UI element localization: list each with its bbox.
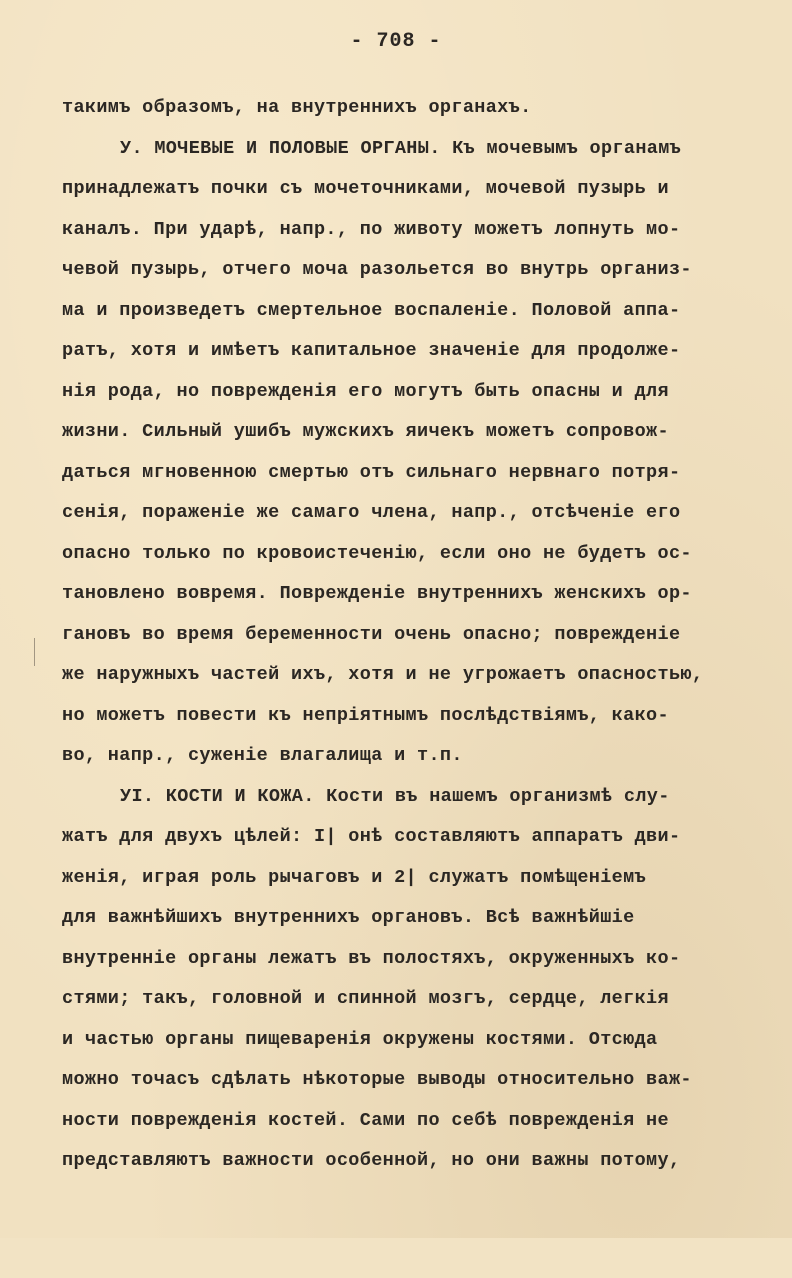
text-line: принадлежатъ почки съ мочеточниками, мочевой пузырь и: [62, 178, 669, 199]
text-line: жатъ для двухъ цѣлей: I| онѣ составляютъ аппаратъ дви-: [62, 826, 681, 847]
text-line: ма и произведетъ смертельное воспаленіе. Половой аппа-: [62, 299, 681, 321]
text-line: У. МОЧЕВЫЕ И ПОЛОВЫЕ ОРГАНЫ. Къ мочевымъ органамъ: [120, 137, 682, 159]
text-line: даться мгновенною смертью отъ сильнаго нервнаго потря-: [62, 461, 681, 483]
text-line: можно точасъ сдѣлать нѣкоторые выводы относительно важ-: [62, 1069, 692, 1090]
text-line: женія, играя роль рычаговъ и 2| служатъ помѣщеніемъ: [62, 866, 647, 888]
text-line: представляютъ важности особенной, но они важны потому,: [62, 1150, 681, 1171]
body-text: [62, 88, 762, 1182]
text-line: УI. КОСТИ И КОЖА. Кости въ нашемъ организмѣ слу-: [120, 785, 670, 807]
text-line: стями; такъ, головной и спинной мозгъ, сердце, легкія: [62, 988, 669, 1009]
text-line: нія рода, но поврежденія его могутъ быть опасны и для: [62, 380, 669, 402]
text-line: сенія, пораженіе же самаго члена, напр., отсѣченіе его: [62, 502, 681, 523]
text-line: и частью органы пищеваренія окружены костями. Отсюда: [62, 1028, 658, 1050]
text-line: гановъ во время беременности очень опасно; поврежденіе: [62, 623, 681, 645]
text-line: каналъ. При ударѣ, напр., по животу можетъ лопнуть мо-: [62, 218, 681, 240]
text-line: чевой пузырь, отчего моча разольется во внутрь организ-: [62, 259, 692, 280]
text-line: во, напр., суженіе влагалища и т.п.: [62, 745, 463, 766]
text-line: внутренніе органы лежатъ въ полостяхъ, окруженныхъ ко-: [62, 947, 681, 969]
text-line: но можетъ повести къ непріятнымъ послѣдствіямъ, како-: [62, 704, 669, 726]
text-line: опасно только по кровоистеченію, если оно не будетъ ос-: [62, 542, 692, 564]
text-line: такимъ образомъ, на внутреннихъ органахъ.: [62, 97, 532, 118]
text-line: жизни. Сильный ушибъ мужскихъ яичекъ можетъ сопровож-: [62, 421, 669, 442]
text-line: же наружныхъ частей ихъ, хотя и не угрожаетъ опасностью,: [62, 664, 704, 685]
margin-mark: [34, 638, 35, 666]
text-line: ности поврежденія костей. Сами по себѣ поврежденія не: [62, 1109, 669, 1131]
text-line: для важнѣйшихъ внутреннихъ органовъ. Всѣ важнѣйшіе: [62, 907, 635, 928]
page-number: - 708 -: [350, 30, 442, 53]
text-line: тановлено вовремя. Поврежденіе внутреннихъ женскихъ ор-: [62, 583, 692, 604]
text-line: ратъ, хотя и имѣетъ капитальное значеніе для продолже-: [62, 340, 681, 361]
